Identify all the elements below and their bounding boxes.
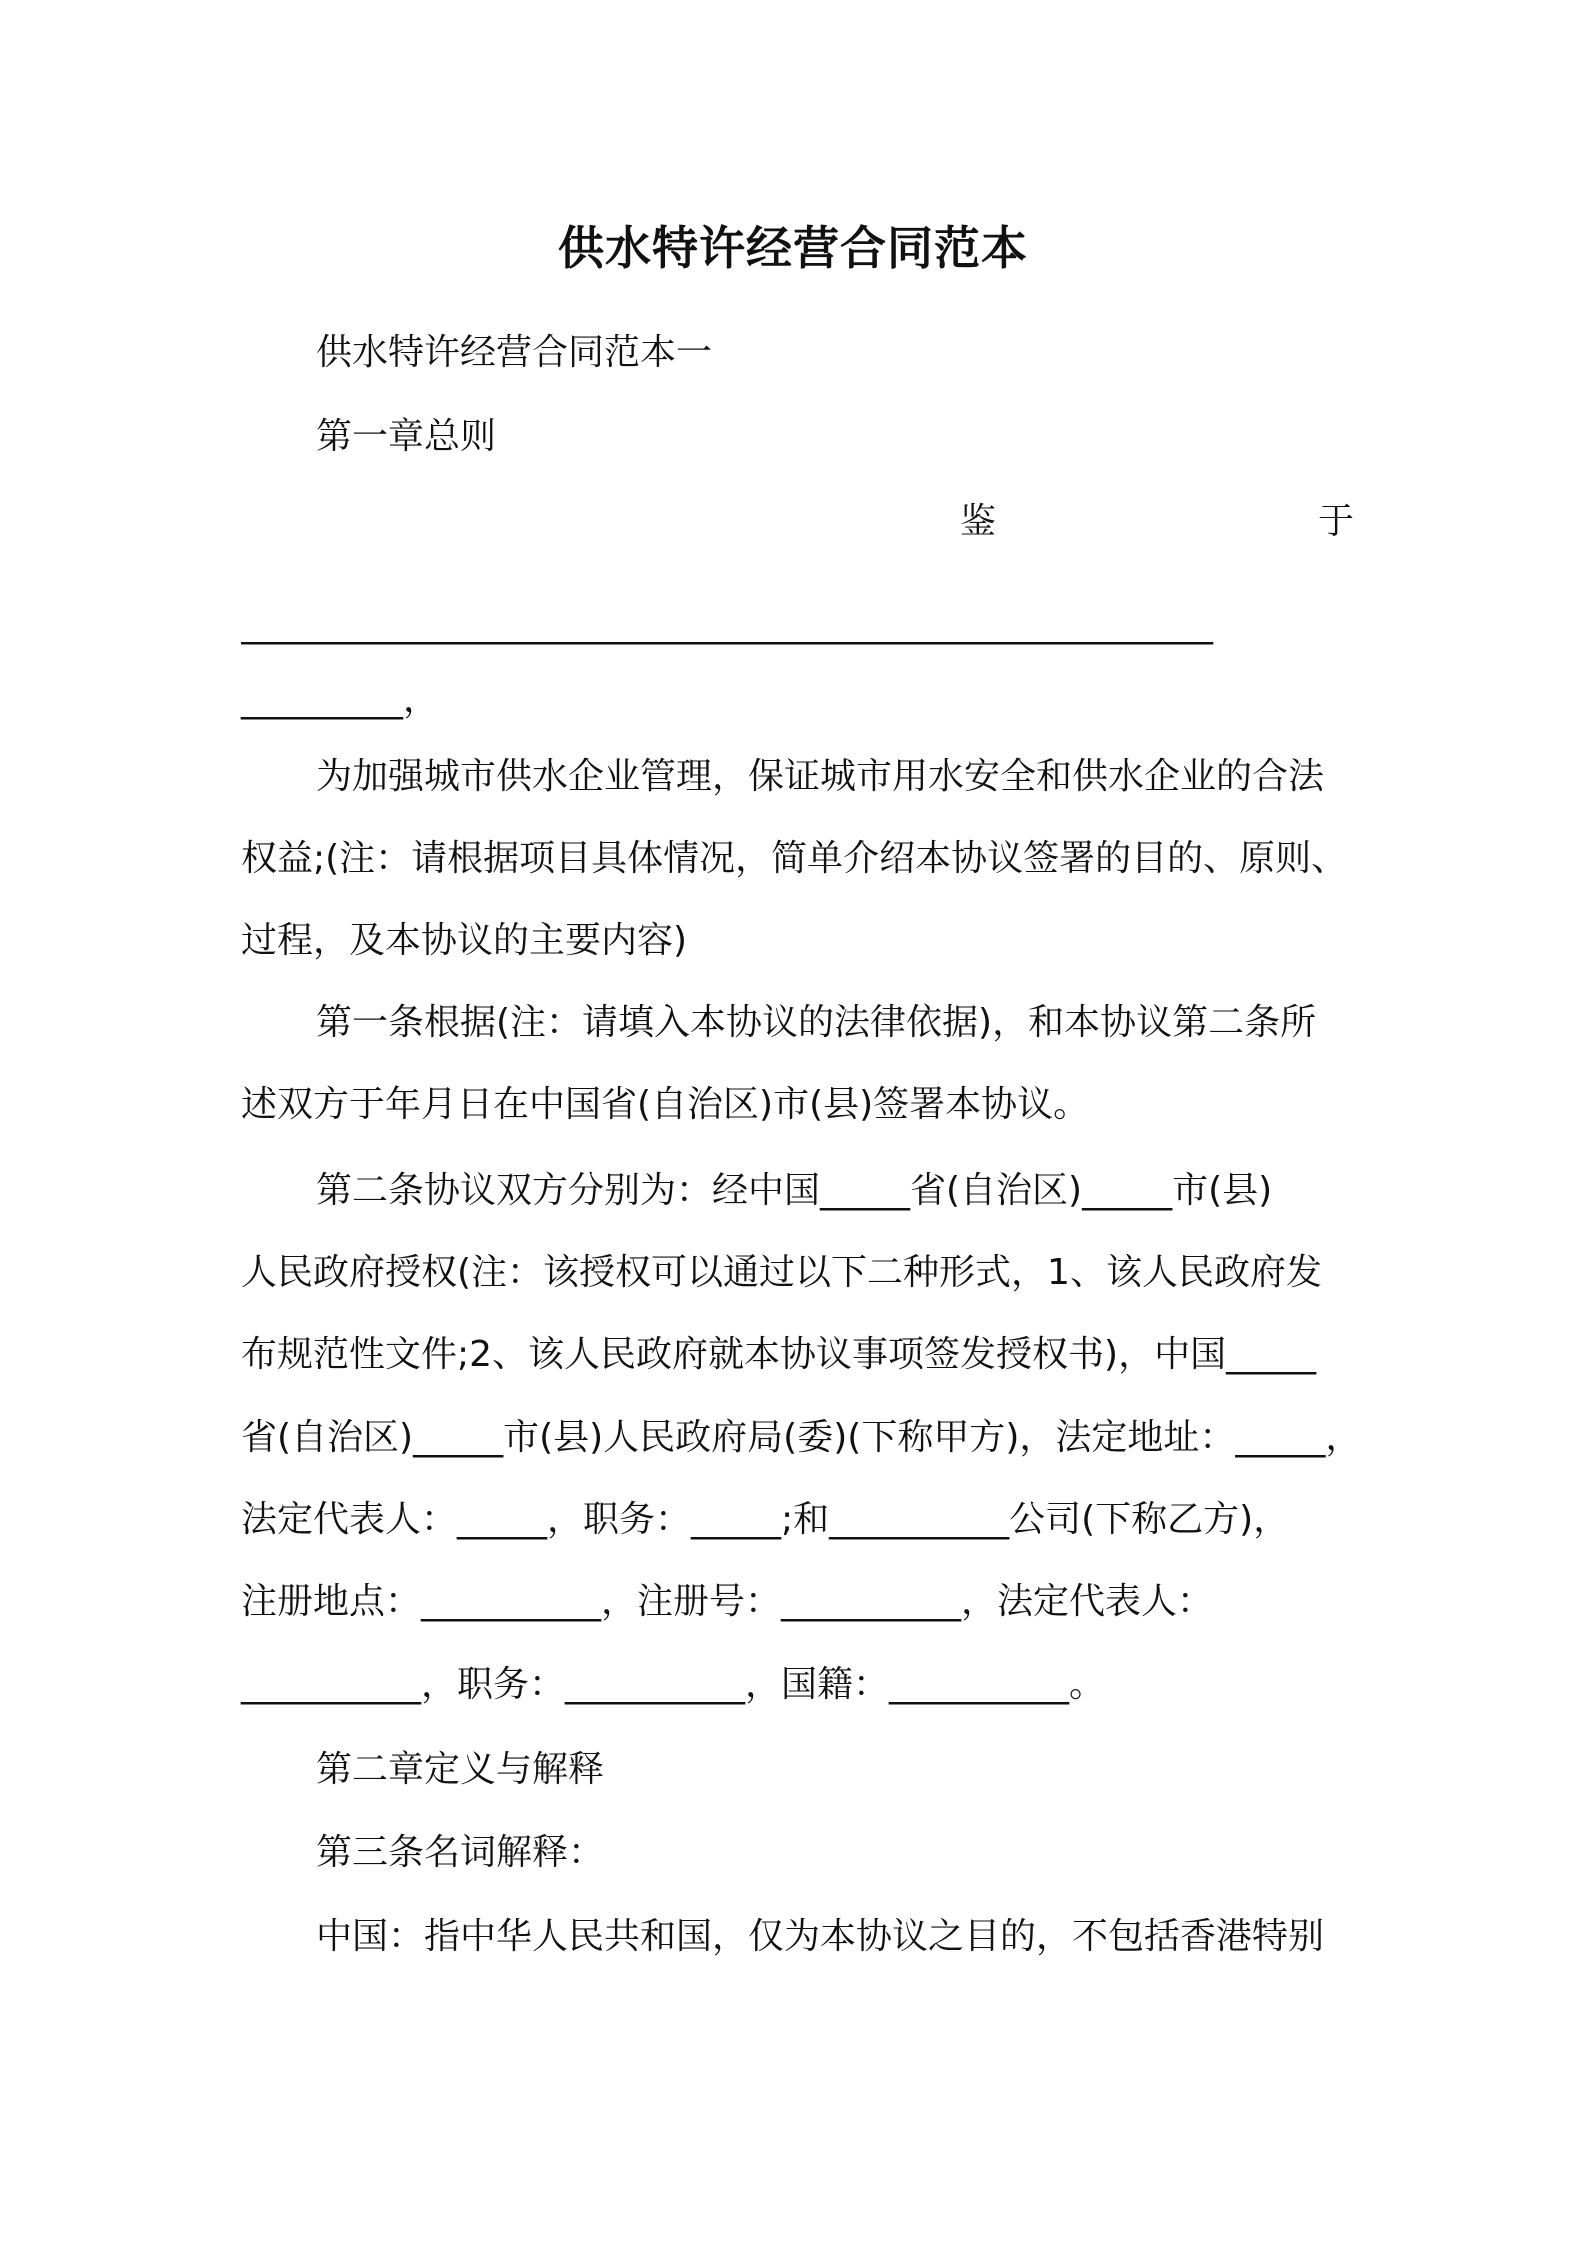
article-2-line-3: 布规范性文件;2、该人民政府就本协议事项签发授权书)，中国_____	[241, 1334, 1317, 1375]
document-subtitle: 供水特许经营合同范本一	[316, 332, 713, 373]
definition-china: 中国：指中华人民共和国，仅为本协议之目的，不包括香港特别	[316, 1916, 1325, 1957]
document-title: 供水特许经营合同范本	[558, 221, 1028, 275]
article-2-line-7: __________，职务：__________，国籍：__________。	[241, 1664, 1106, 1705]
article-2-line-2: 人民政府授权(注：该授权可以通过以下二种形式，1、该人民政府发	[241, 1252, 1322, 1293]
recital-blank-short: _________，	[241, 679, 440, 720]
chapter-1-heading: 第一章总则	[316, 416, 497, 457]
purpose-line-1: 为加强城市供水企业管理，保证城市用水安全和供水企业的合法	[316, 756, 1325, 797]
article-3-heading: 第三条名词解释：	[316, 1832, 605, 1873]
recital-word-yu: 于	[1318, 501, 1355, 542]
article-1-line-1: 第一条根据(注：请填入本协议的法律依据)，和本协议第二条所	[316, 1002, 1317, 1043]
article-1-line-2: 述双方于年月日在中国省(自治区)市(县)签署本协议。	[241, 1084, 1090, 1125]
chapter-2-heading: 第二章定义与解释	[316, 1749, 605, 1790]
recital-word-jian: 鉴	[960, 501, 997, 542]
article-2-line-1: 第二条协议双方分别为：经中国_____省(自治区)_____市(县)	[316, 1170, 1273, 1211]
article-2-line-4: 省(自治区)_____市(县)人民政府局(委)(下称甲方)，法定地址：_____，	[241, 1417, 1362, 1458]
purpose-line-2: 权益;(注：请根据项目具体情况，简单介绍本协议签署的目的、原则、	[241, 838, 1348, 879]
article-2-line-6: 注册地点：__________，注册号：__________，法定代表人：	[241, 1581, 1214, 1622]
purpose-line-3: 过程，及本协议的主要内容)	[241, 920, 688, 961]
article-2-line-5: 法定代表人：_____，职务：_____;和__________公司(下称乙方)，	[241, 1499, 1290, 1540]
recital-blank-line: ______________________________________________________	[241, 604, 1213, 645]
